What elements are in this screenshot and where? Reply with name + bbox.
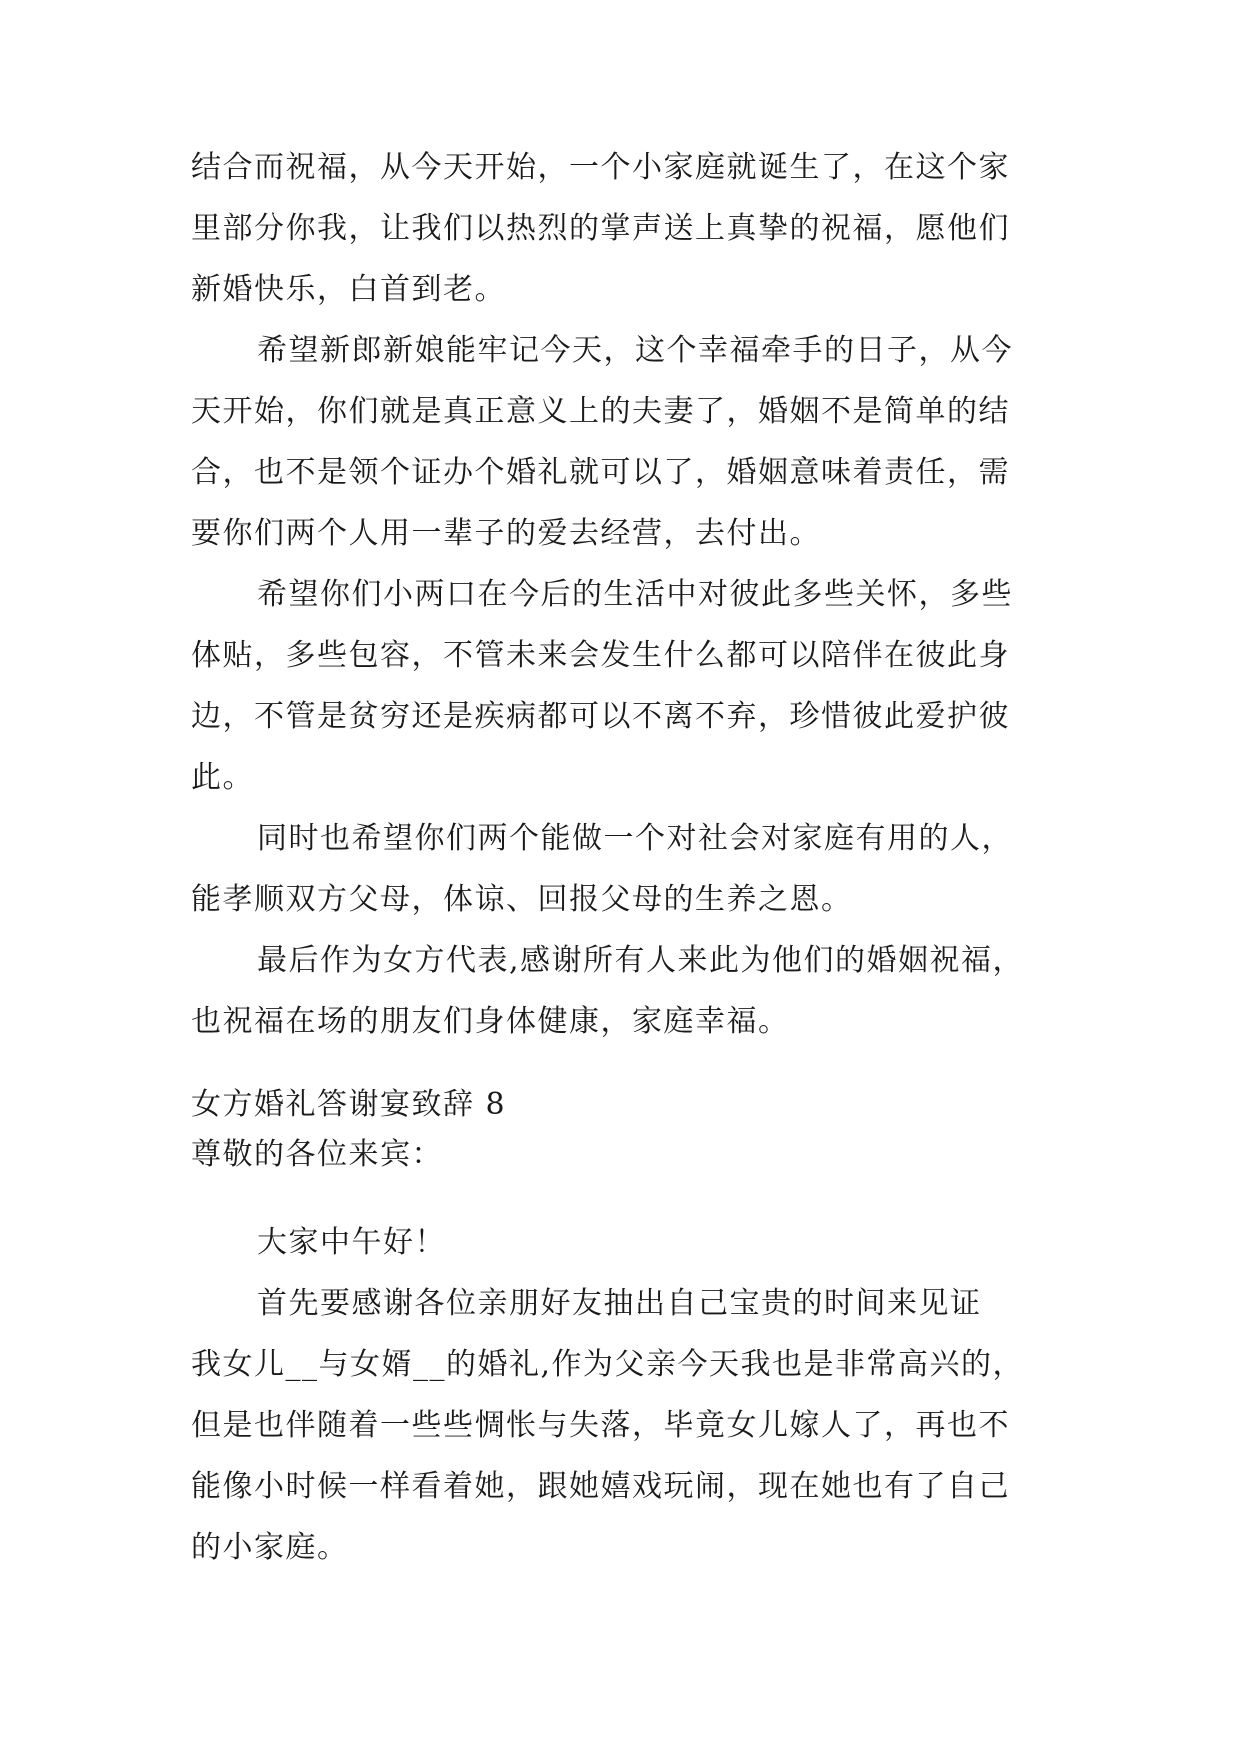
section-title: 女方婚礼答谢宴致辞 8 <box>191 1087 507 1122</box>
paragraph-line: 的小家庭。 <box>191 1530 349 1565</box>
paragraph-line: 此。 <box>191 760 254 795</box>
speech-body-part-2 <box>191 1212 1059 1578</box>
paragraph-line: 合，也不是领个证办个婚礼就可以了，婚姻意味着责任，需 <box>191 455 1010 490</box>
paragraph-line: 但是也伴随着一些些惆怅与失落，毕竟女儿嫁人了，再也不 <box>191 1408 1010 1443</box>
paragraph-line: 希望你们小两口在今后的生活中对彼此多些关怀，多些 <box>257 577 1013 612</box>
paragraph-line: 首先要感谢各位亲朋好友抽出自己宝贵的时间来见证 <box>257 1286 982 1321</box>
paragraph-line: 体贴，多些包容，不管未来会发生什么都可以陪伴在彼此身 <box>191 638 1010 673</box>
paragraph-line: 边，不管是贫穷还是疾病都可以不离不弃，珍惜彼此爱护彼 <box>191 699 1010 734</box>
section-heading <box>191 1080 1059 1180</box>
paragraph-line: 新婚快乐，白首到老。 <box>191 272 506 307</box>
paragraph-line: 能像小时候一样看着她，跟她嬉戏玩闹，现在她也有了自己 <box>191 1469 1010 1504</box>
paragraph-line: 我女儿__与女婿__的婚礼,作为父亲今天我也是非常高兴的， <box>191 1347 1025 1382</box>
paragraph-line: 要你们两个人用一辈子的爱去经营，去付出。 <box>191 516 821 551</box>
paragraph-line: 希望新郎新娘能牢记今天，这个幸福牵手的日子，从今 <box>257 333 1013 368</box>
paragraph-line: 结合而祝福，从今天开始，一个小家庭就诞生了，在这个家 <box>191 150 1010 185</box>
paragraph-line: 同时也希望你们两个能做一个对社会对家庭有用的人， <box>257 821 1013 856</box>
paragraph-line: 能孝顺双方父母，体谅、回报父母的生养之恩。 <box>191 882 853 917</box>
paragraph-line: 天开始，你们就是真正意义上的夫妻了，婚姻不是简单的结 <box>191 394 1010 429</box>
paragraph-line: 也祝福在场的朋友们身体健康，家庭幸福。 <box>191 1004 790 1039</box>
paragraph-line: 最后作为女方代表,感谢所有人来此为他们的婚姻祝福， <box>257 943 1025 978</box>
paragraph-line: 里部分你我，让我们以热烈的掌声送上真挚的祝福，愿他们 <box>191 211 1010 246</box>
salutation: 尊敬的各位来宾： <box>191 1137 443 1172</box>
speech-body-part-1 <box>191 137 1059 1052</box>
paragraph-line: 大家中午好！ <box>257 1225 446 1260</box>
